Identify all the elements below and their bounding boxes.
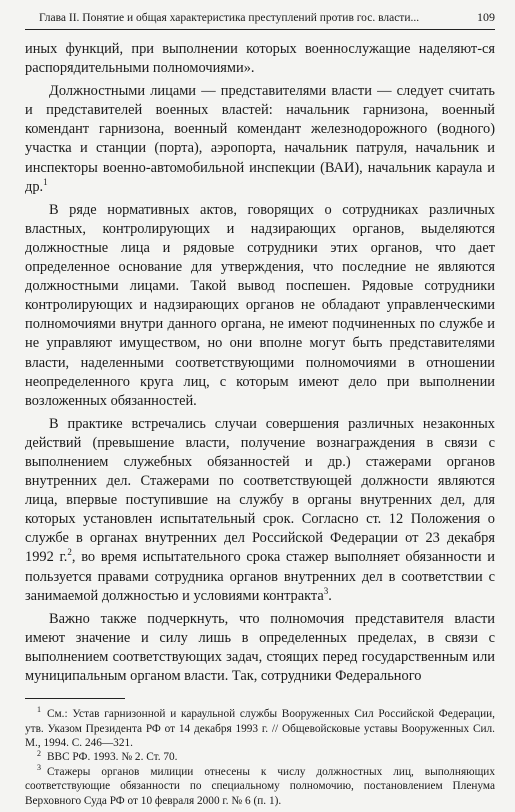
paragraph-continued: иных функций, при выполнении которых военнослужащие наделяют-ся распорядительными полномочиями». [25, 41, 495, 77]
footnote-text: Стажеры органов милиции отнесены к числу должностных лиц, выполняющих соответствующие обязанности по специальному полномочию, постановлением Пленума Верховного Суда РФ от 10 февраля 2000 г. № 6 (п. 1). [25, 765, 495, 807]
footnote-ref: 2 [67, 547, 72, 558]
paragraph-normative-acts: В ряде нормативных актов, говорящих о сотрудниках различных властных, контролирующих и надзирающих органов, выделяются должностные лица и рядовые сотрудники этих органов, что дает определенное основание для утверждения, что последние не являются должностными лицами. Такой вывод поспешен. Рядовые сотрудники контролирующих и надзирающих органов не обладают управленческими полномочиями внутри данного органа, не имеют подчиненных по службе и не управляют имуществом, но они вполне могут быть представителями власти, наделенными соответствующими полномочиями в отношении неопределенного круга лиц, с которым имеют дело при выполнении возложенных обязанностей. [25, 201, 495, 409]
footnote [25, 750, 495, 764]
paragraph-officials [25, 82, 495, 197]
paragraph-powers-limits: Важно также подчеркнуть, что полномочия представителя власти имеют значение и силу лишь в определенных пределах, в связи с выполнением соответствующих задач, стоящих перед государственным или муниципальным органом власти. Так, сотрудники Федерального [25, 610, 495, 684]
paragraph-interns [25, 415, 495, 606]
footnotes [25, 707, 495, 808]
main-text [25, 40, 495, 686]
footnote-mark: 2 [37, 748, 41, 758]
paragraph-text: В практике встречались случаи совершения различных незаконных действий (превышение власти, получение вознаграждения в связи с выполнением служебных обязанностей и др.) стажерами органов внутренних дел. Стажерами по соответствующей должности являются лица, впервые поступившие на службу в органы внутренних дел, для которых установлен испытательный срок. Согласно ст. 12 Положения о службе в органах внутренних дел Российской Федерации от 23 декабря 1992 г. [25, 415, 495, 566]
paragraph-text: Должностными лицами — представителями власти — следует считать и представителей военных властей: начальник гарнизона, военный комендант гарнизона, военный комендант железнодорожного (водного) участка и станции (порта), аэропорта, начальник патруля, начальник и инспекторы военно-автомобильной инспекции (ВАИ), начальник караула и др. [25, 83, 495, 195]
footnote-text: ВВС РФ. 1993. № 2. Ст. 70. [47, 751, 178, 764]
footnote-ref: 3 [323, 585, 329, 596]
footnote-ref: 1 [43, 176, 48, 187]
footnote-mark: 3 [37, 762, 41, 772]
footnote [25, 762, 495, 808]
running-header [25, 10, 495, 30]
footnote-mark: 1 [37, 705, 41, 715]
footnote-text: См.: Устав гарнизонной и караульной службы Вооруженных Сил Российской Федерации, утв. Указом Президента РФ от 14 декабря 1993 г. // Общевойсковые уставы Вооруженных Сил. М., 1994. С. 246—321. [25, 708, 495, 749]
footnote [25, 707, 495, 750]
chapter-title: Глава II. Понятие и общая характеристика преступлений против гос. власти... [39, 12, 420, 24]
paragraph-text: , во время испытательного срока стажер выполняет обязанности и пользуется правами сотрудника органов внутренних дел в соответствии с занимаемой должностью и условиями контракта [25, 549, 495, 604]
page-number: 109 [477, 10, 495, 24]
footnote-divider [25, 698, 125, 699]
paragraph-text: . [328, 587, 332, 604]
